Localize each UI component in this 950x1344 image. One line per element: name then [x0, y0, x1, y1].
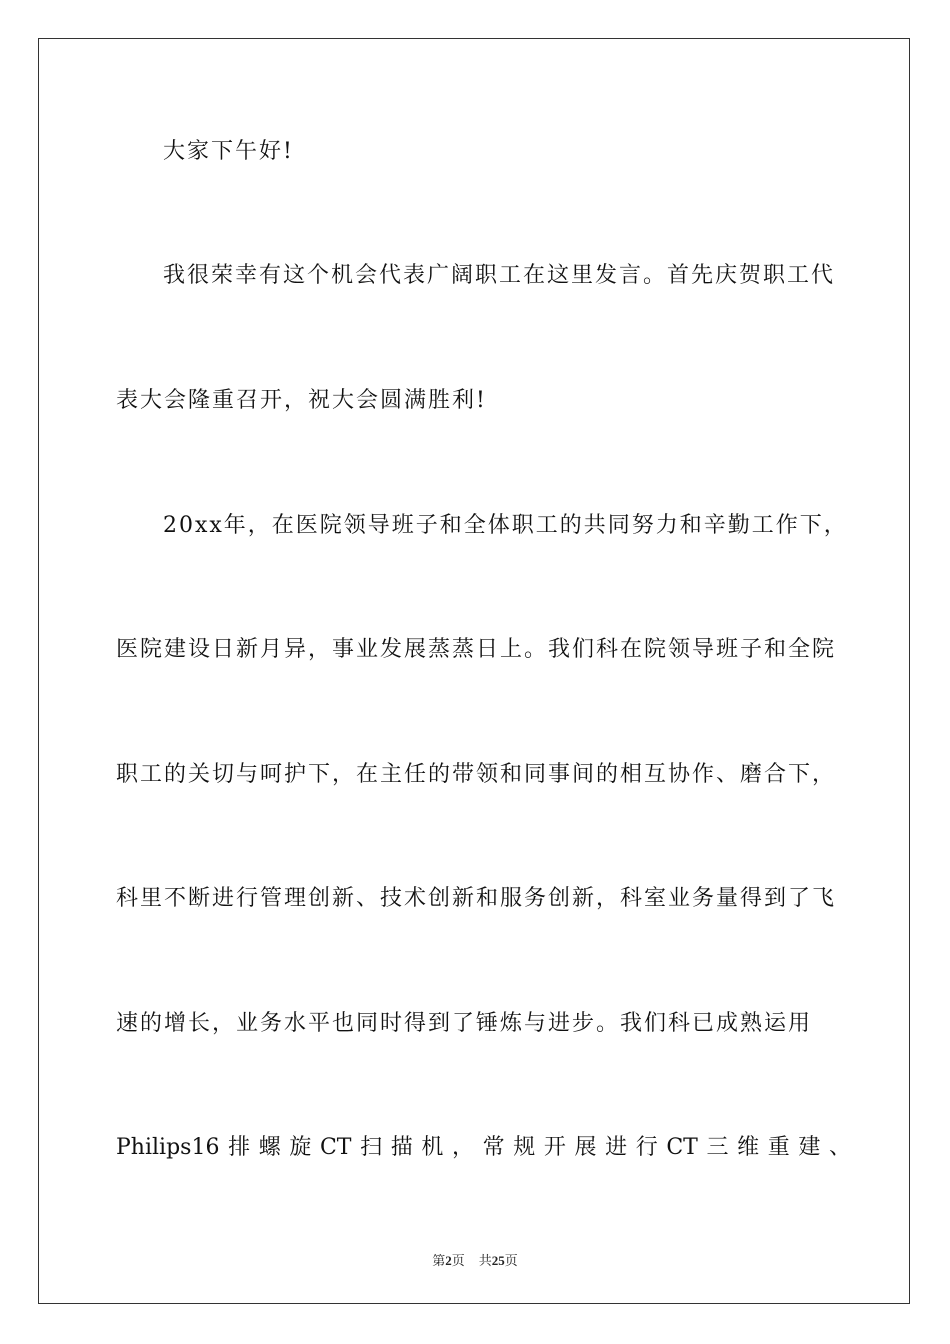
- text-token: ，: [451, 1135, 474, 1160]
- text-token: 常: [482, 1135, 505, 1160]
- total-suffix: 页: [504, 1253, 518, 1268]
- text-token: CT: [319, 1135, 352, 1160]
- text-line: 大家下午好!: [163, 139, 294, 164]
- text-token: 、: [828, 1135, 851, 1160]
- text-token: 进: [605, 1135, 628, 1160]
- text-token: 建: [798, 1135, 821, 1160]
- text-line: 医院建设日新月异，事业发展蒸蒸日上。我们科在院领导班子和全院: [116, 637, 837, 662]
- page-suffix: 页: [451, 1253, 465, 1268]
- text-token: 排: [228, 1135, 251, 1160]
- text-line-justified: [116, 1134, 851, 1162]
- text-token: 规: [513, 1135, 536, 1160]
- text-token: 重: [767, 1135, 790, 1160]
- text-line: 我很荣幸有这个机会代表广阔职工在这里发言。首先庆贺职工代: [163, 263, 836, 288]
- page-footer: [0, 1250, 950, 1269]
- text-token: 扫: [360, 1135, 383, 1160]
- text-token: 展: [574, 1135, 597, 1160]
- text-token: 机: [421, 1135, 444, 1160]
- text-token: 三: [706, 1135, 729, 1160]
- text-token: CT: [666, 1135, 698, 1160]
- text-line: 20xx年，在医院领导班子和全体职工的共同努力和辛勤工作下，: [163, 513, 848, 538]
- text-token: 描: [390, 1135, 413, 1160]
- total-pages: 25: [491, 1253, 505, 1268]
- text-token: 维: [737, 1135, 760, 1160]
- text-line: 职工的关切与呵护下，在主任的带领和同事间的相互协作、磨合下，: [116, 762, 837, 787]
- text-line: 表大会隆重召开，祝大会圆满胜利!: [116, 388, 487, 413]
- text-line: 科里不断进行管理创新、技术创新和服务创新，科室业务量得到了飞: [116, 886, 837, 911]
- text-token: 开: [543, 1135, 566, 1160]
- text-token: Philips16: [116, 1135, 220, 1160]
- text-token: 行: [635, 1135, 658, 1160]
- page-prefix: 第: [432, 1253, 446, 1268]
- page-number: 2: [445, 1253, 452, 1268]
- text-line: 速的增长，业务水平也同时得到了锤炼与进步。我们科已成熟运用: [116, 1011, 813, 1036]
- page-border: [38, 38, 910, 1304]
- text-token: 旋: [289, 1135, 312, 1160]
- total-prefix: 共: [478, 1253, 492, 1268]
- text-token: 螺: [258, 1135, 281, 1160]
